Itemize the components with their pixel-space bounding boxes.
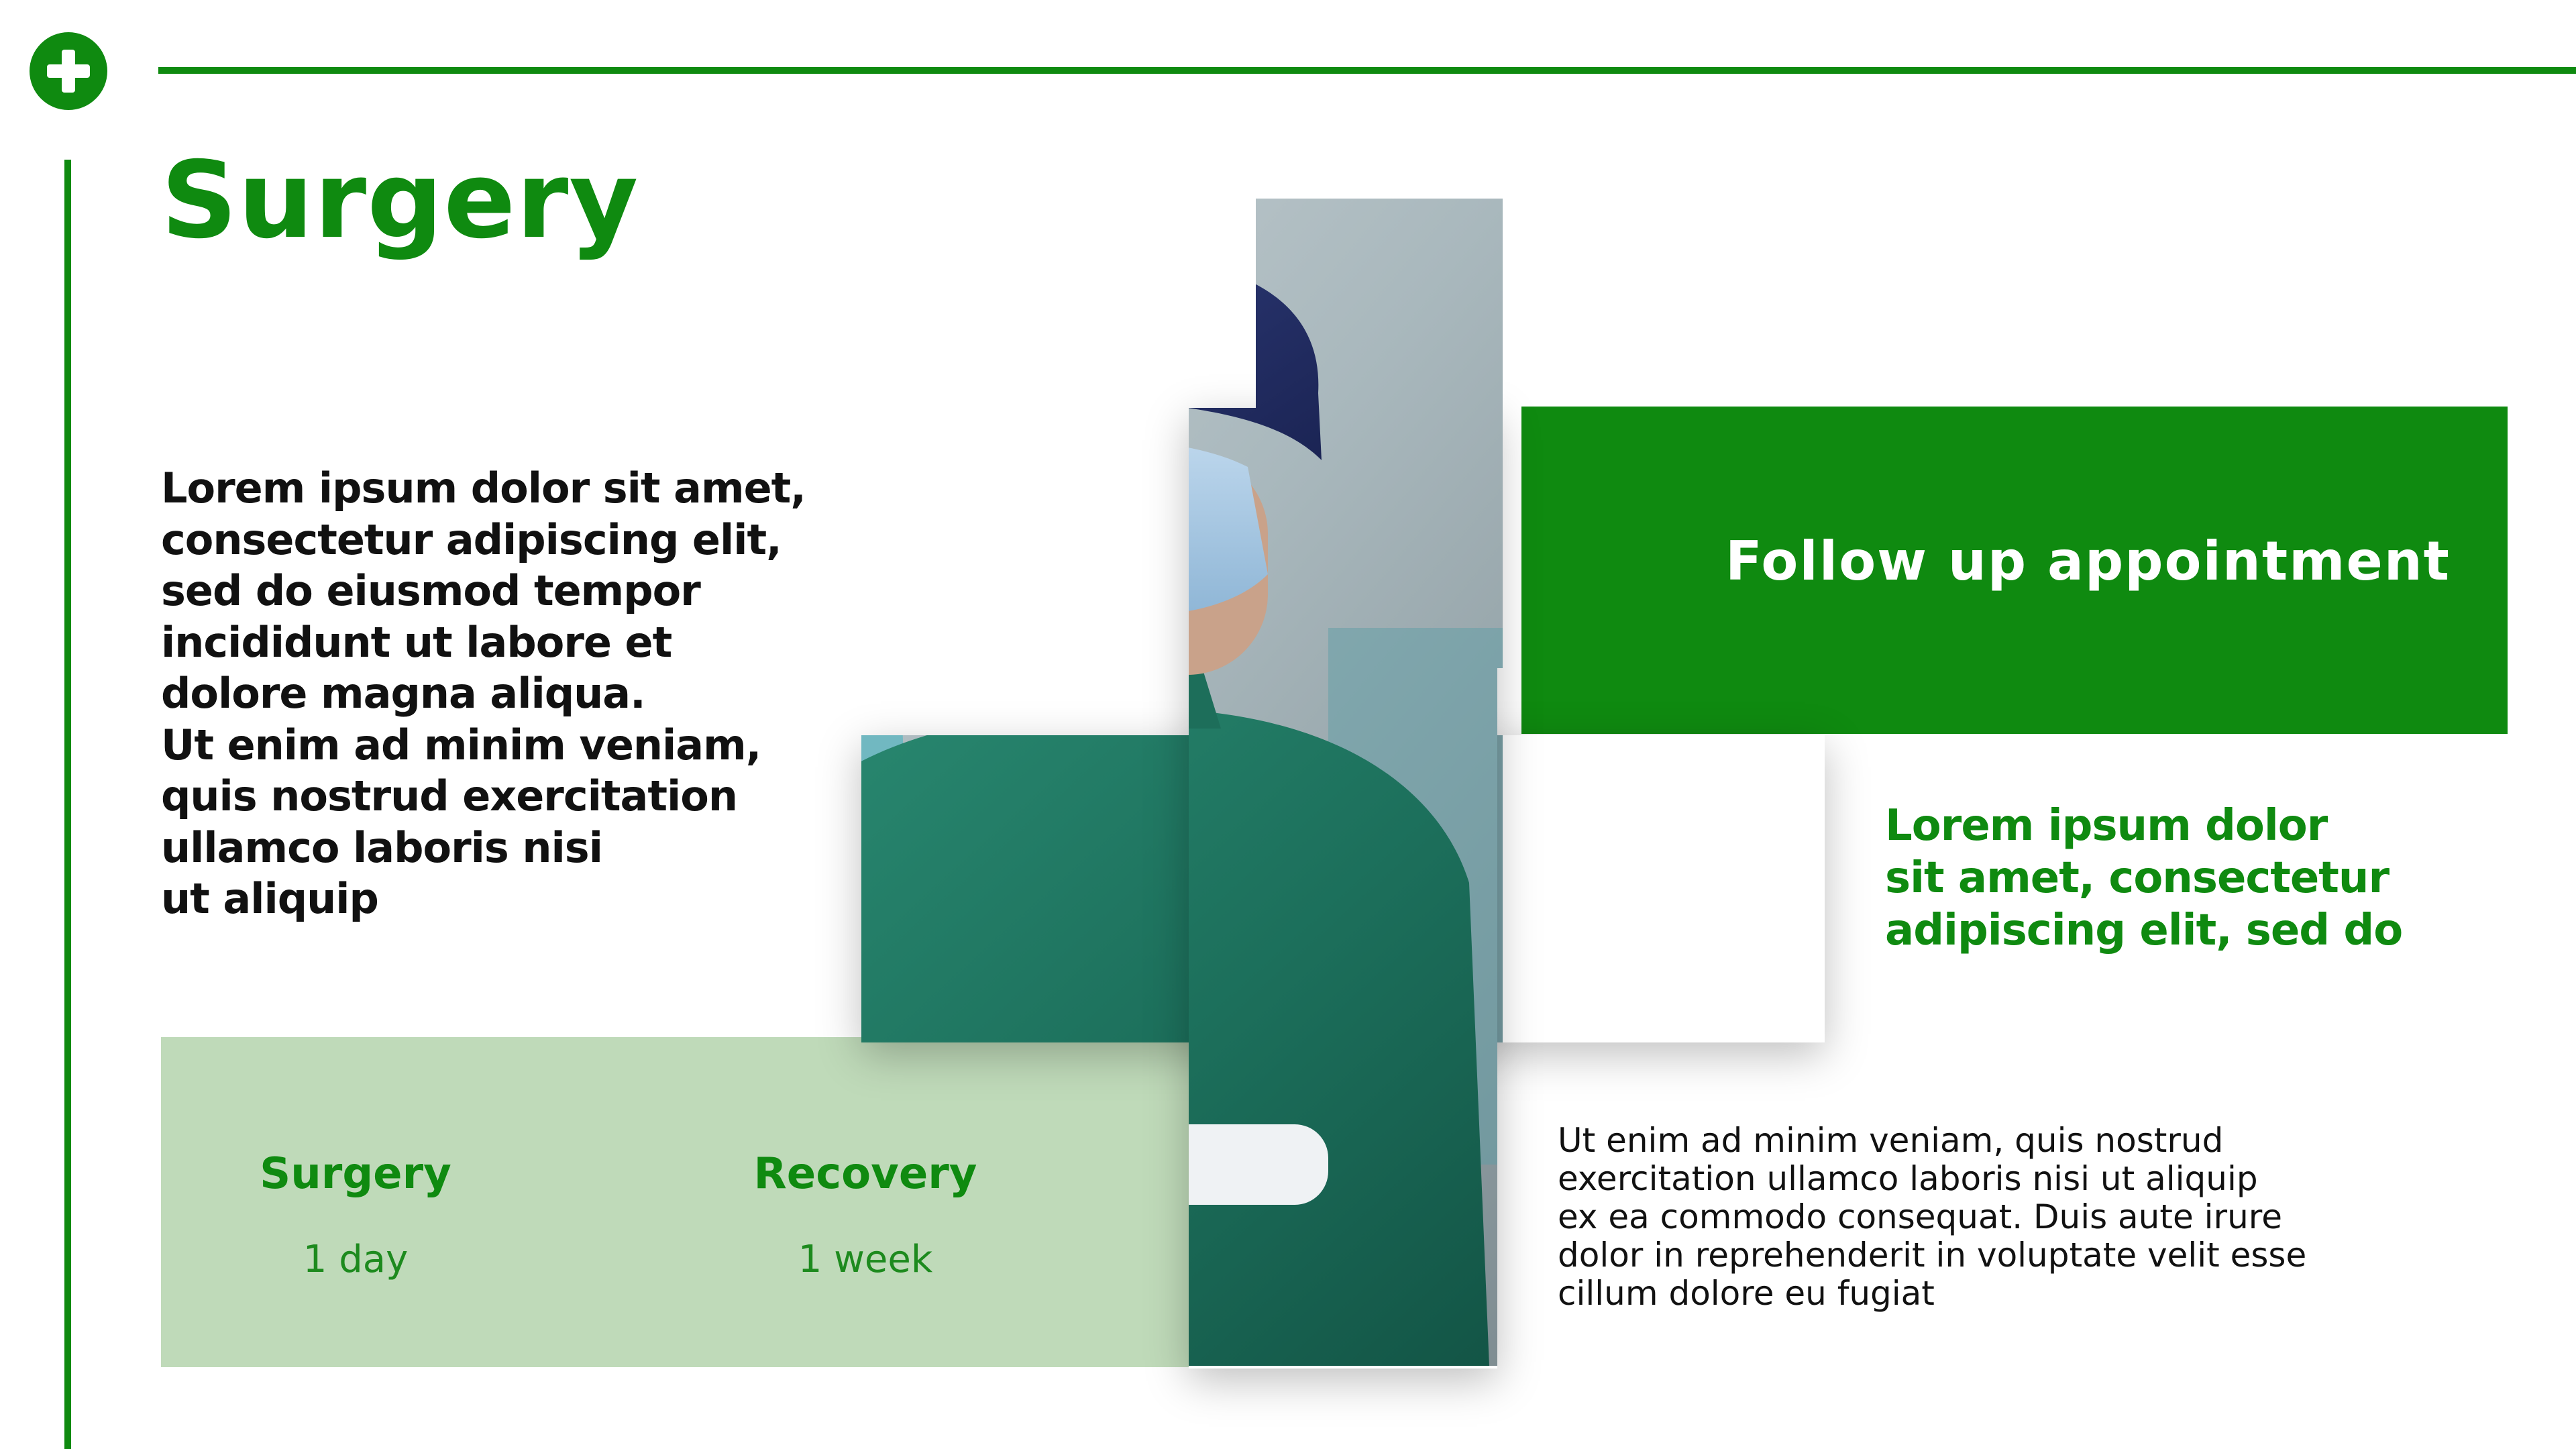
- body-line: cillum dolore eu fugiat: [1558, 1274, 1935, 1313]
- stats-panel: [161, 1037, 1189, 1367]
- highlight-line: Lorem ipsum dolor: [1885, 801, 2328, 851]
- intro-line: incididunt ut labore et: [161, 617, 672, 667]
- intro-line: consectetur adipiscing elit,: [161, 515, 782, 564]
- page-title: Surgery: [161, 139, 639, 262]
- stat-label-surgery: Surgery: [260, 1149, 451, 1199]
- intro-line: dolore magna aliqua.: [161, 669, 645, 718]
- body-paragraph: [1558, 1122, 2363, 1313]
- intro-line: Lorem ipsum dolor sit amet,: [161, 464, 806, 513]
- stat-value-recovery: 1 week: [798, 1238, 933, 1281]
- left-divider: [64, 160, 71, 1449]
- top-divider: [158, 67, 2576, 74]
- body-line: ex ea commodo consequat. Duis aute irure: [1558, 1197, 2282, 1236]
- intro-line: quis nostrud exercitation: [161, 771, 737, 820]
- intro-paragraph: [161, 463, 832, 925]
- highlight-paragraph: [1885, 800, 2489, 957]
- intro-line: sed do eiusmod tempor: [161, 566, 700, 615]
- body-line: dolor in reprehenderit in voluptate velit esse: [1558, 1236, 2307, 1275]
- intro-line: ullamco laboris nisi: [161, 822, 602, 872]
- highlight-line: sit amet, consectetur: [1885, 853, 2389, 903]
- followup-appointment-banner: [1521, 407, 2508, 734]
- intro-line: Ut enim ad minim veniam,: [161, 720, 761, 769]
- stat-value-surgery: 1 day: [303, 1238, 409, 1281]
- body-line: Ut enim ad minim veniam, quis nostrud: [1558, 1121, 2224, 1160]
- intro-line: ut aliquip: [161, 874, 378, 923]
- highlight-line: adipiscing elit, sed do: [1885, 906, 2403, 955]
- followup-label: Follow up appointment: [1725, 530, 2451, 592]
- plus-icon: [30, 32, 107, 110]
- stat-label-recovery: Recovery: [753, 1149, 977, 1199]
- surgeon-photo-head: [1256, 199, 1564, 668]
- body-line: exercitation ullamco laboris nisi ut aliquip: [1558, 1159, 2258, 1198]
